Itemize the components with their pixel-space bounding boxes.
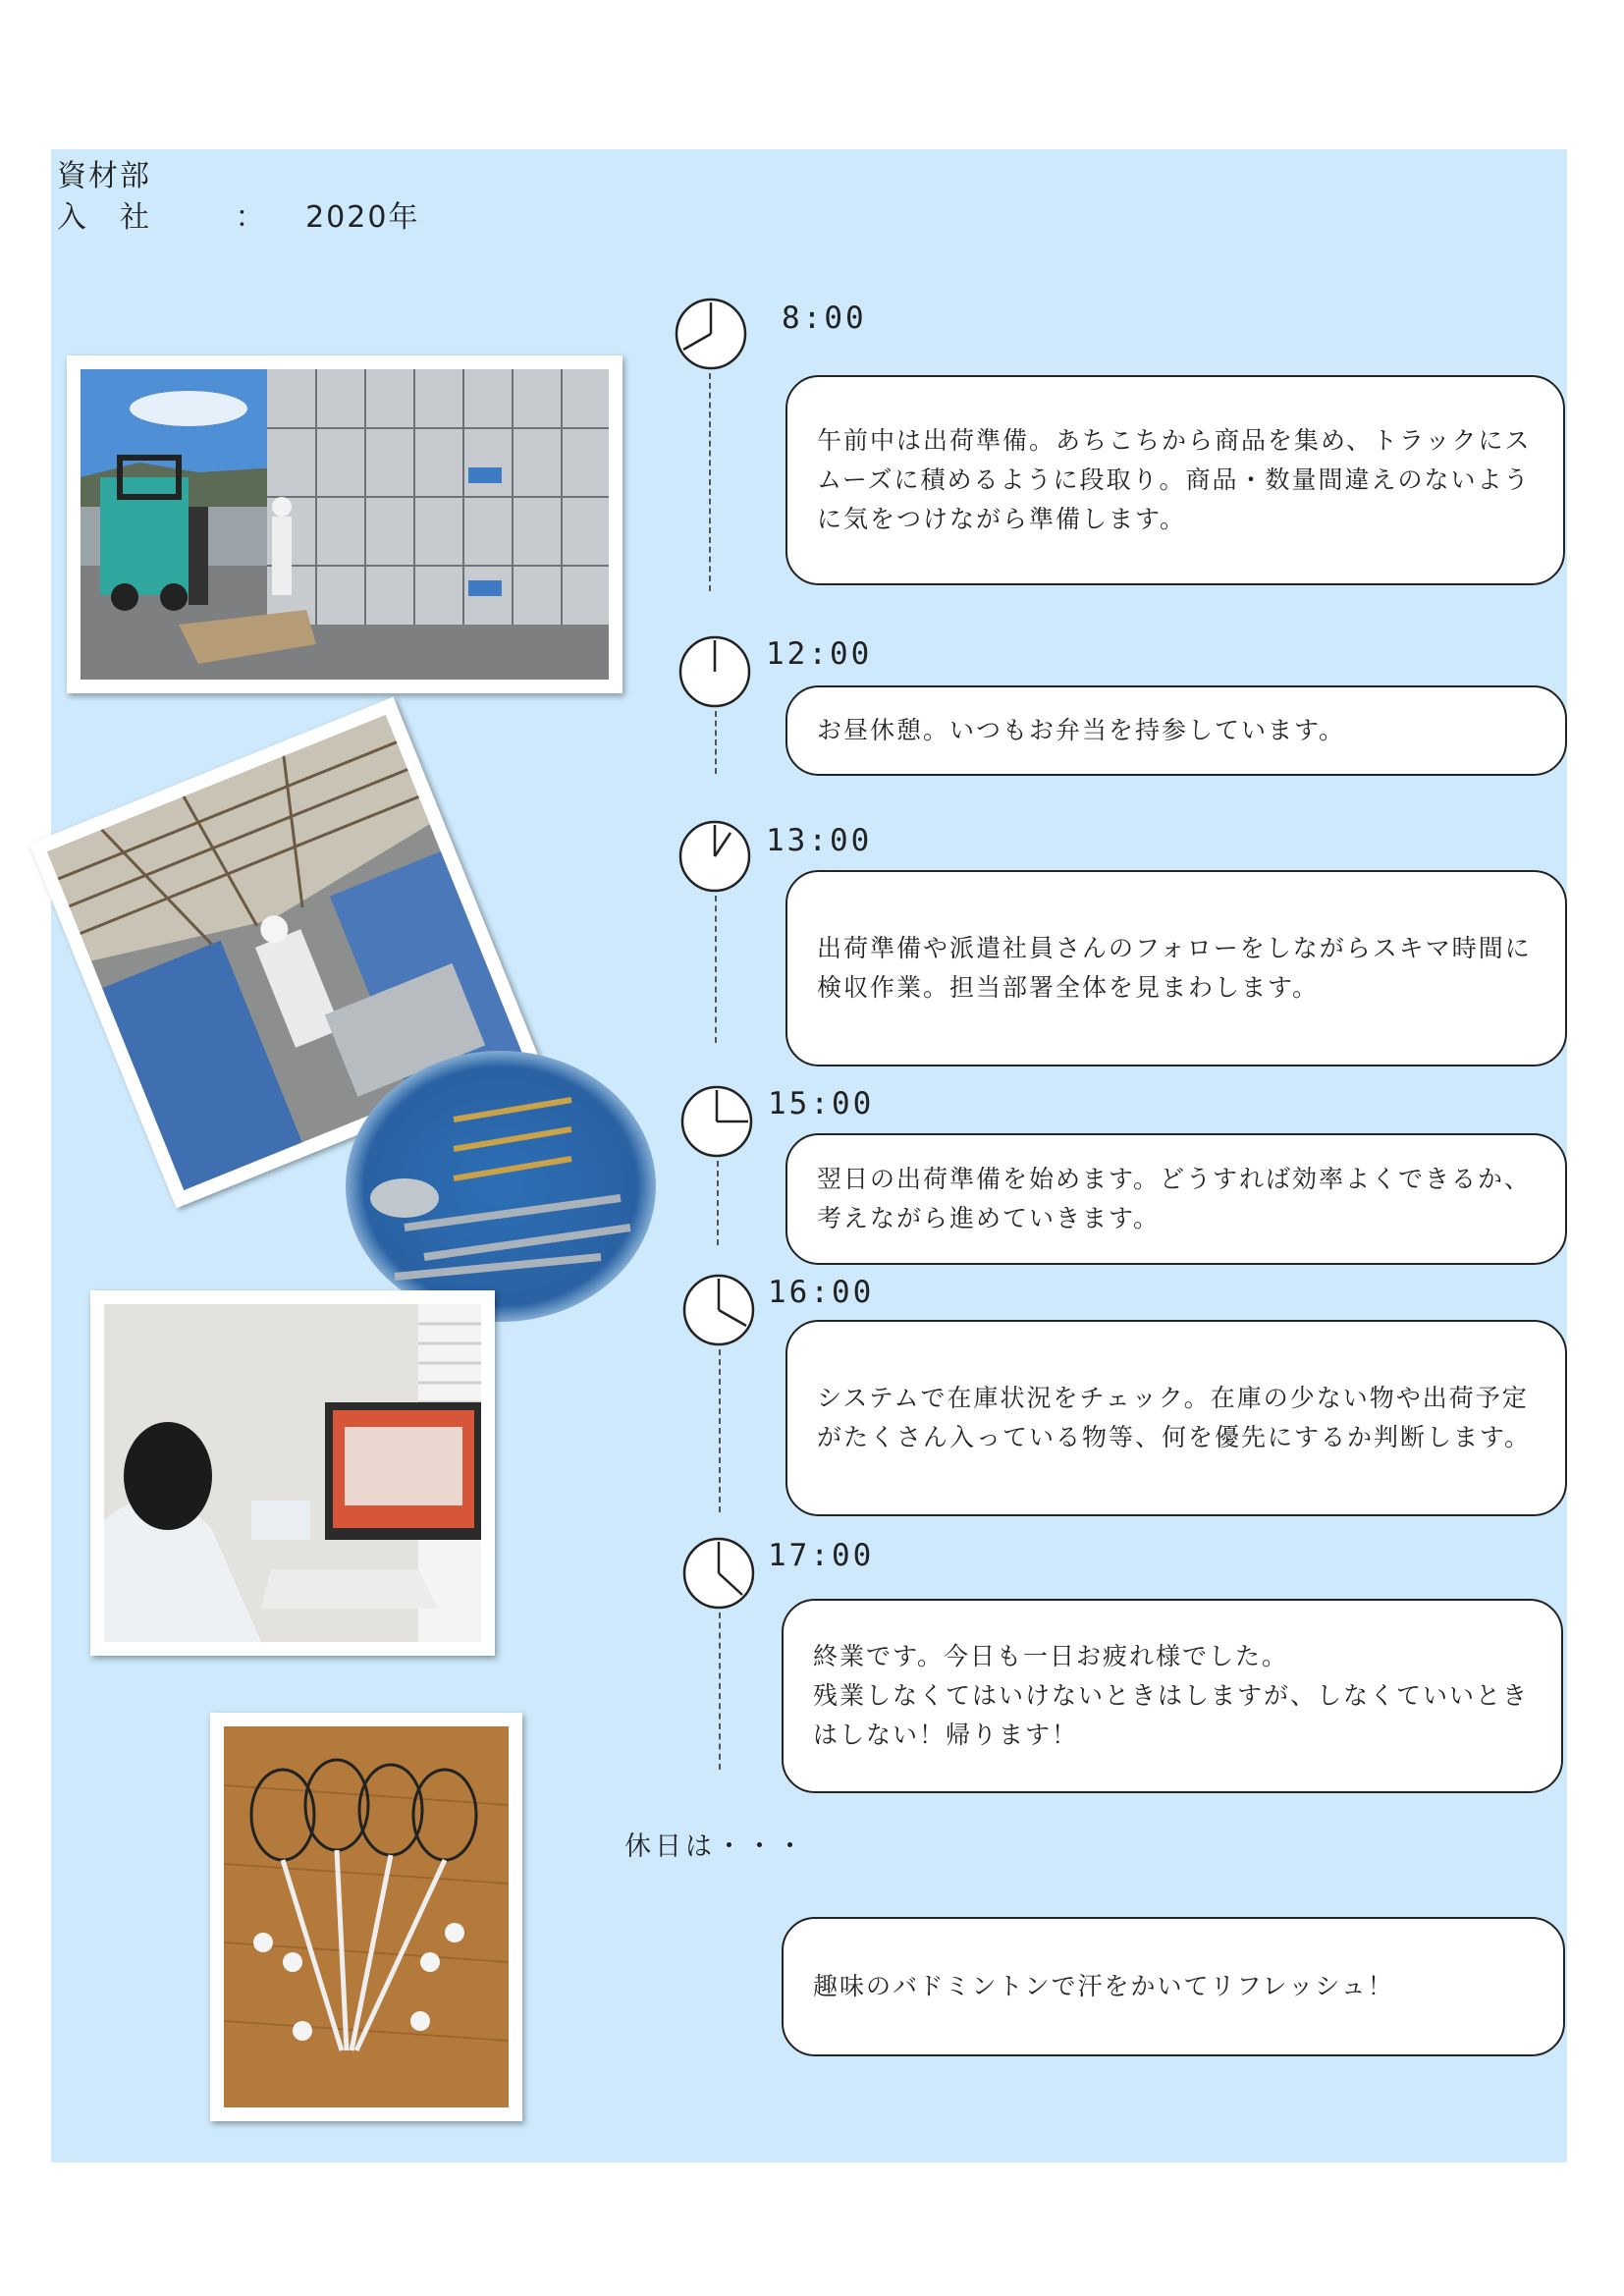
timeline-dash-1200 [715,711,717,774]
timeline-dash-1700 [719,1613,721,1770]
joined-line [57,192,419,236]
clock-icon-1500 [679,1084,754,1159]
time-1300: 13:00 [766,823,873,858]
holiday-label: 休日は・・・ [624,1831,807,1862]
timeline-dash-1600 [719,1349,721,1512]
bubble-1500: 翌日の出荷準備を始めます。どうすれば効率よくできるか、考えながら進めていきます。 [785,1133,1567,1265]
photo-forklift [67,355,623,693]
photo-parts-circle [346,1051,656,1322]
clock-icon-1700 [681,1536,756,1611]
timeline-dash-1300 [715,896,717,1043]
bubble-holiday: 趣味のバドミントンで汗をかいてリフレッシュ！ [782,1917,1565,2056]
clock-icon-1200 [677,634,752,709]
time-1700: 17:00 [768,1538,875,1573]
joined-separator: ： [235,200,267,235]
time-0800: 8:00 [782,301,867,336]
bubble-0800: 午前中は出荷準備。あちこちから商品を集め、トラックにスムーズに積めるように段取り。商品・数量間違えのないように気をつけながら準備します。 [785,375,1565,585]
bubble-1300: 出荷準備や派遣社員さんのフォローをしながらスキマ時間に検収作業。担当部署全体を見まわします。 [785,870,1567,1066]
photo-computer [90,1290,495,1656]
bubble-1600: システムで在庫状況をチェック。在庫の少ない物や出荷予定がたくさん入っている物等、何を優先にするか判断します。 [785,1320,1567,1516]
timeline-dash-1500 [717,1161,719,1245]
time-1200: 12:00 [766,636,873,672]
clock-icon-1600 [681,1273,756,1347]
time-1600: 16:00 [768,1275,875,1310]
joined-label: 入 社 [57,200,151,235]
department-label: 資材部 [57,159,151,193]
bubble-1200: お昼休憩。いつもお弁当を持参しています。 [785,685,1567,776]
bubble-1700: 終業です。今日も一日お疲れ様でした。 残業しなくてはいけないときはしますが、しなくていいときはしない！帰ります！ [782,1599,1563,1793]
timeline-dash-0800 [709,373,711,591]
time-1500: 15:00 [768,1086,875,1121]
clock-icon-1300 [677,819,752,894]
joined-year: 2020年 [305,200,420,235]
photo-badminton [210,1713,522,2121]
clock-icon-0800 [674,297,748,371]
